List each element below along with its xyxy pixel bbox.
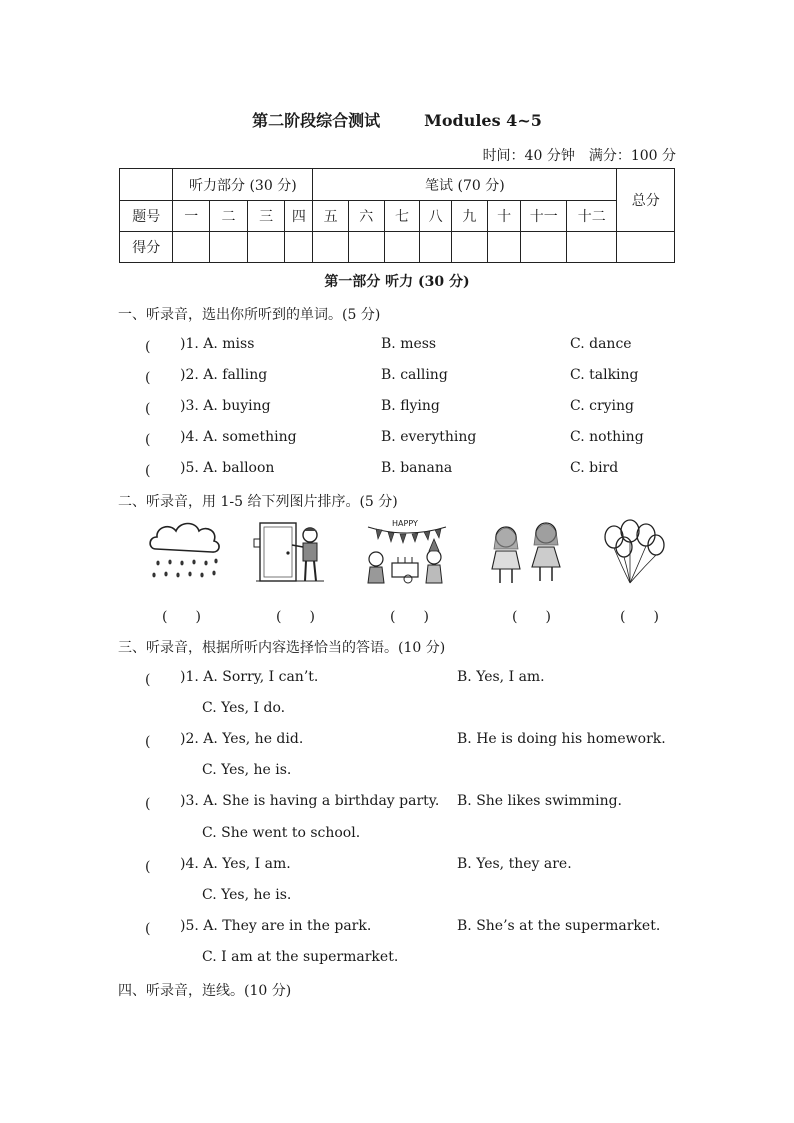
score-cell[interactable]: [313, 232, 349, 263]
answer-blank[interactable]: (: [145, 796, 172, 812]
column-header: 九: [452, 201, 488, 232]
score-cell[interactable]: [210, 232, 248, 263]
s3-q5-option-c: C. I am at the supermarket.: [202, 949, 399, 965]
s1-q1-option-a: )1. A. miss: [180, 336, 255, 352]
s1-q5-option-b: B. banana: [381, 460, 453, 476]
answer-blank[interactable]: (: [145, 339, 172, 355]
column-header: 六: [348, 201, 384, 232]
column-header: 八: [420, 201, 452, 232]
page-title: [0, 108, 794, 131]
s3-q5-option-b: B. She’s at the supermarket.: [457, 918, 661, 934]
s1-q4-option-b: B. everything: [381, 429, 477, 445]
balloons-picture: [602, 517, 666, 587]
birthday-party-picture: [362, 517, 452, 587]
s1-q2-option-a: )2. A. falling: [180, 367, 268, 383]
s3-q4-option-a: )4. A. Yes, I am.: [180, 856, 291, 872]
score-cell[interactable]: [567, 232, 617, 263]
s1-q3-option-c: C. crying: [570, 398, 635, 414]
column-header: 十: [487, 201, 521, 232]
answer-blank[interactable]: (: [145, 921, 172, 937]
section-4-title: 四、听录音，连线。(10 分): [118, 983, 292, 999]
answer-blank[interactable]: (: [145, 370, 172, 386]
score-label: 得分: [120, 232, 173, 263]
writing-header: 笔试 (70 分): [313, 169, 617, 201]
score-cell[interactable]: [348, 232, 384, 263]
s3-q4-option-b: B. Yes, they are.: [457, 856, 572, 872]
listening-header: 听力部分 (30 分): [173, 169, 313, 201]
s1-q4-option-a: )4. A. something: [180, 429, 297, 445]
s1-q3-option-b: B. flying: [381, 398, 440, 414]
picture-row: [140, 517, 680, 587]
part-one-heading: 第一部分 听力 (30 分): [324, 274, 470, 290]
s3-q4-option-c: C. Yes, he is.: [202, 887, 292, 903]
column-header: 二: [210, 201, 248, 232]
score-cell[interactable]: [521, 232, 567, 263]
s1-q5-option-a: )5. A. balloon: [180, 460, 275, 476]
column-header: 十一: [521, 201, 567, 232]
s1-q4-option-c: C. nothing: [570, 429, 644, 445]
s1-q2-option-b: B. calling: [381, 367, 448, 383]
score-cell[interactable]: [452, 232, 488, 263]
score-cell[interactable]: [487, 232, 521, 263]
s1-q1-option-b: B. mess: [381, 336, 437, 352]
answer-blank[interactable]: (: [145, 672, 172, 688]
s1-q5-option-c: C. bird: [570, 460, 619, 476]
answer-blank[interactable]: (: [145, 734, 172, 750]
s3-q1-option-c: C. Yes, I do.: [202, 700, 286, 716]
column-header: 三: [247, 201, 285, 232]
answer-blank[interactable]: (: [145, 463, 172, 479]
s3-q1-option-a: )1. A. Sorry, I can’t.: [180, 669, 319, 685]
score-cell[interactable]: [173, 232, 210, 263]
rain-cloud-picture: [148, 517, 224, 587]
question-number-label: 题号: [120, 201, 173, 232]
total-header: 总分: [617, 169, 675, 232]
section-2-title: 二、听录音，用 1-5 给下列图片排序。(5 分): [118, 494, 398, 510]
column-header: 十二: [567, 201, 617, 232]
total-score-cell[interactable]: [617, 232, 675, 263]
column-header: 四: [285, 201, 313, 232]
picture-answer-blank[interactable]: ( ): [390, 609, 429, 625]
s1-q1-option-c: C. dance: [570, 336, 632, 352]
picture-answer-blank[interactable]: ( ): [620, 609, 659, 625]
picture-answer-blank[interactable]: ( ): [276, 609, 315, 625]
section-3-title: 三、听录音，根据所听内容选择恰当的答语。(10 分): [118, 640, 446, 656]
column-header: 五: [313, 201, 349, 232]
s3-q3-option-c: C. She went to school.: [202, 825, 361, 841]
score-table-corner: [120, 169, 173, 201]
s1-q3-option-a: )3. A. buying: [180, 398, 271, 414]
column-header: 一: [173, 201, 210, 232]
score-cell[interactable]: [285, 232, 313, 263]
answer-blank[interactable]: (: [145, 401, 172, 417]
boy-at-door-picture: [250, 517, 330, 587]
section-1-title: 一、听录音，选出你所听到的单词。(5 分): [118, 307, 381, 323]
score-cell[interactable]: [247, 232, 285, 263]
s3-q1-option-b: B. Yes, I am.: [457, 669, 545, 685]
title-modules: Modules 4~5: [424, 111, 542, 130]
s3-q5-option-a: )5. A. They are in the park.: [180, 918, 372, 934]
time-info: 时间：40 分钟 满分：100 分: [482, 148, 676, 164]
s3-q3-option-a: )3. A. She is having a birthday party.: [180, 793, 440, 809]
picture-answer-blank[interactable]: ( ): [512, 609, 551, 625]
s3-q2-option-c: C. Yes, he is.: [202, 762, 292, 778]
s3-q2-option-a: )2. A. Yes, he did.: [180, 731, 304, 747]
title-chinese: 第二阶段综合测试: [252, 111, 381, 130]
answer-blank[interactable]: (: [145, 432, 172, 448]
s3-q3-option-b: B. She likes swimming.: [457, 793, 622, 809]
column-header: 七: [384, 201, 420, 232]
party-banner-text: HAPPY: [392, 519, 418, 528]
picture-answer-blank[interactable]: ( ): [162, 609, 201, 625]
s1-q2-option-c: C. talking: [570, 367, 639, 383]
score-cell[interactable]: [384, 232, 420, 263]
two-girls-picture: [482, 517, 572, 587]
s3-q2-option-b: B. He is doing his homework.: [457, 731, 666, 747]
score-cell[interactable]: [420, 232, 452, 263]
answer-blank[interactable]: (: [145, 859, 172, 875]
score-table: [119, 168, 675, 263]
